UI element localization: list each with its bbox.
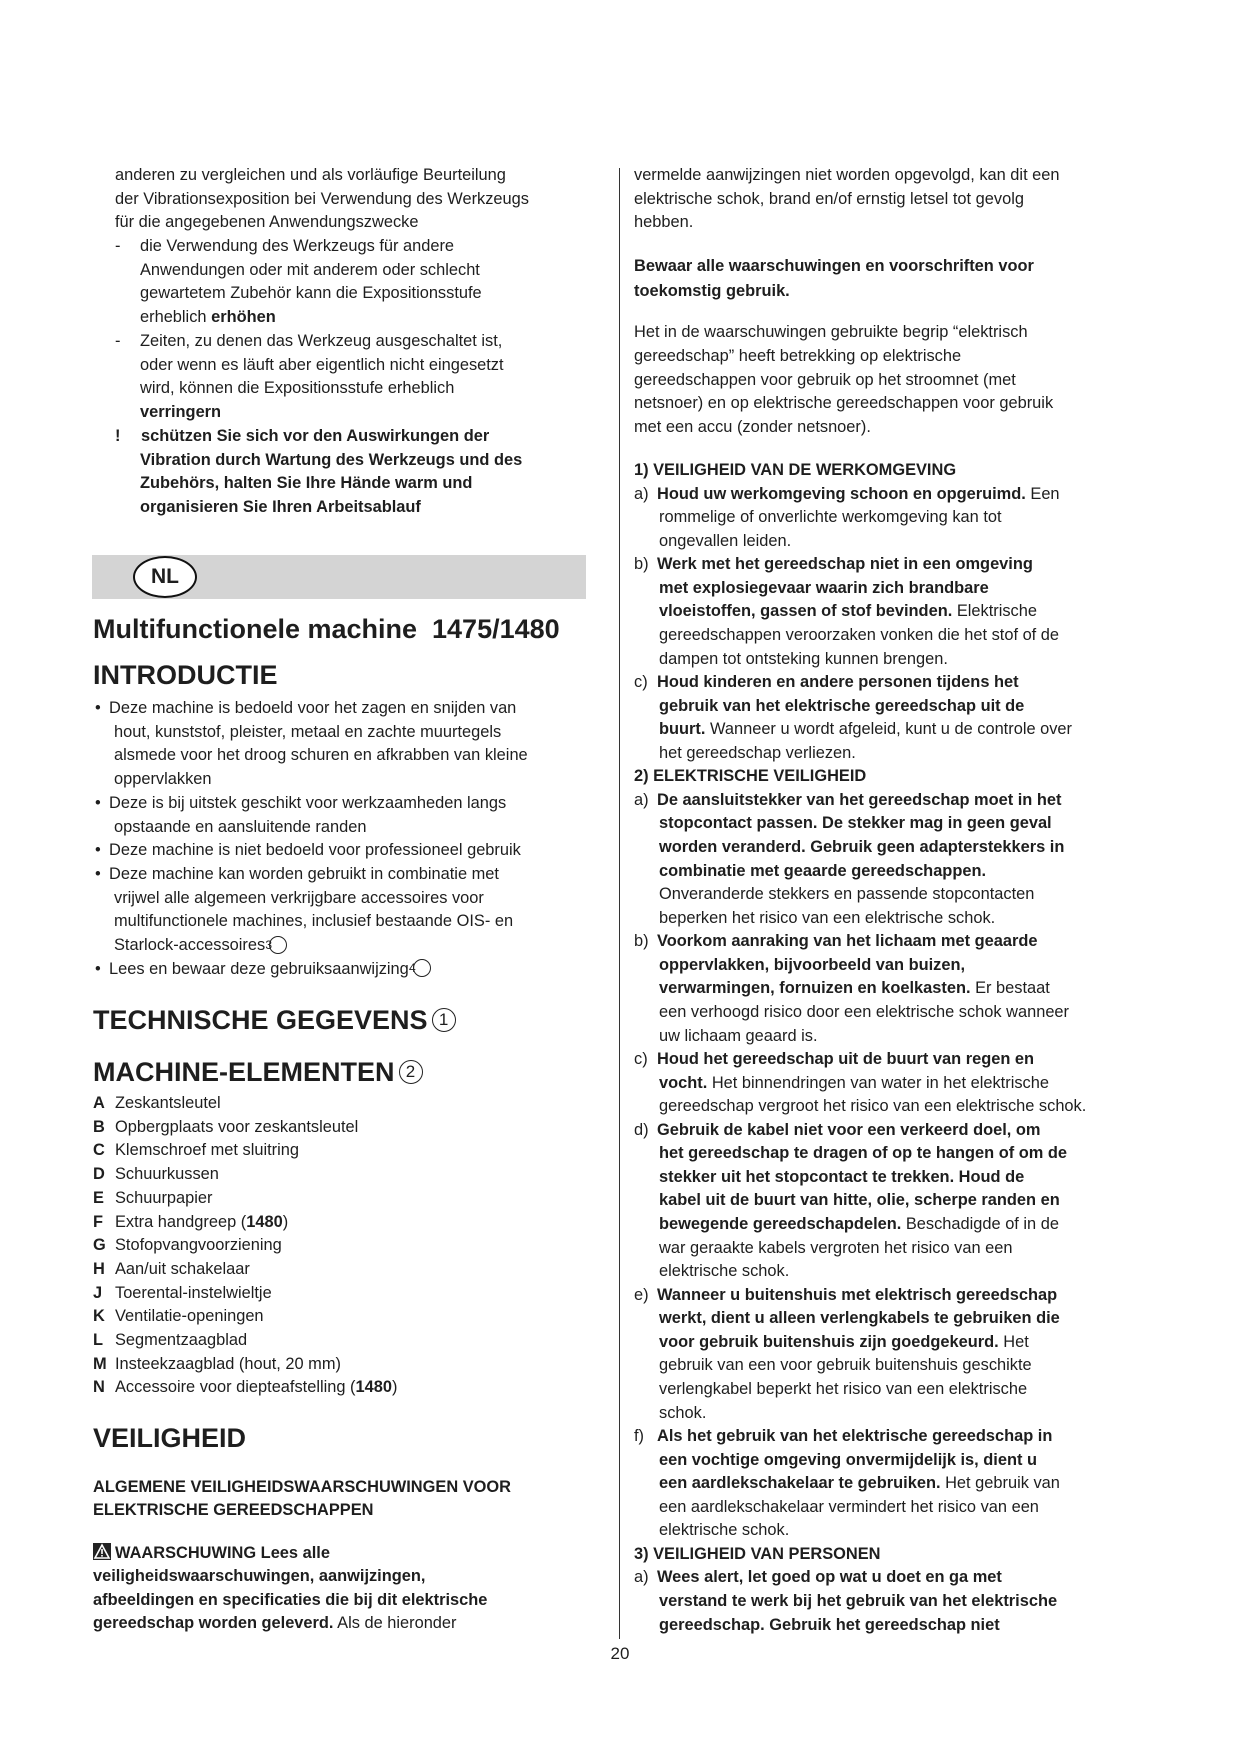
text: Wanneer u wordt afgeleid, kunt u de controle over het gereedschap verliezen.	[659, 720, 1073, 762]
safety-rule-item	[634, 1284, 1086, 1425]
bullet-icon: •	[95, 841, 101, 860]
item-label: e)	[634, 1285, 649, 1304]
bold-text: Wanneer u buitenshuis met elektrisch gereedschap werkt, dient u alleen verlengkabels te gebruiken die voor gebruik buitenshuis zijn goedgekeurd.	[657, 1285, 1060, 1351]
safety-section-heading: 3) VEILIGHEID VAN PERSONEN	[634, 1544, 881, 1563]
bold-text: Houd kinderen en andere personen tijdens het gebruik van het elektrische gereedschap uit de buurt.	[657, 673, 1025, 739]
item-label: a)	[634, 484, 649, 503]
item-label: d)	[634, 1120, 649, 1139]
element-letter: J	[93, 1283, 103, 1302]
german-dash-item	[115, 330, 504, 425]
german-vibration-paragraph	[115, 164, 529, 235]
safety-rule-item	[634, 930, 1086, 1048]
safety-rule-item	[634, 1425, 1086, 1543]
general-safety-heading: ALGEMENE VEILIGHEIDSWAARSCHUWINGEN VOOR ELEKTRISCHE GEREEDSCHAPPEN	[93, 1478, 511, 1519]
text: Het gebruik van een voor gebruik buitenshuis geschikte verlengkabel beperkt het risico van een elektrische schok.	[659, 1332, 1032, 1422]
bold-text: schützen Sie sich vor den Auswirkungen der Vibration durch Wartung des Werkzeugs und des Zubehörs, halten Sie Ihre Hände warm und organisieren Sie Ihren Arbeitsablauf	[140, 427, 523, 517]
figure-ref-4: 4	[413, 959, 431, 977]
heading-text: MACHINE-ELEMENTEN	[93, 1057, 395, 1087]
machine-elementen-heading	[93, 1056, 423, 1088]
text: Accessoire voor diepteafstelling (	[115, 1378, 356, 1397]
safety-rule-item	[634, 671, 1086, 765]
bullet-item	[95, 697, 528, 792]
text: Extra handgreep (	[115, 1212, 247, 1231]
text: Aan/uit schakelaar	[115, 1259, 250, 1278]
element-letter: D	[93, 1165, 105, 1184]
bullet-item	[95, 792, 528, 839]
safety-rule-item	[634, 789, 1086, 930]
bullet-icon: •	[95, 864, 101, 883]
bullet-icon: •	[95, 793, 101, 812]
machine-element-item	[93, 1376, 397, 1400]
introductie-heading: INTRODUCTIE	[93, 660, 278, 690]
bold-text: erhöhen	[211, 308, 276, 327]
text: Het in de waarschuwingen gebruikte begrip “elektrisch gereedschap” heeft betrekking op elektrische gereedschappen voor gebruik op het stroomnet (met netsnoer) en op elektrische gereedschappen voor gebruik met een accu (zonder netsnoer).	[634, 323, 1054, 437]
text: Zeiten, zu denen das Werkzeug ausgeschaltet ist, oder wenn es läuft aber eigentlich nicht eingesetzt wird, können die Expositionsstufe erheblich	[140, 332, 504, 398]
text: Het binnendringen van water in het elektrische gereedschap vergroot het risico van een elektrische schok.	[659, 1073, 1087, 1116]
safety-rule-item	[634, 1048, 1086, 1119]
machine-element-item	[93, 1163, 397, 1187]
element-letter: A	[93, 1094, 105, 1112]
element-letter: K	[93, 1307, 105, 1326]
text: Een rommelige of onverlichte werkomgeving kan tot ongevallen leiden.	[659, 484, 1060, 550]
safety-rule-item	[634, 1566, 1086, 1637]
bold-text: 1480	[246, 1212, 283, 1231]
item-label: b)	[634, 555, 649, 574]
bold-text: Wees alert, let goed op wat u doet en ga met verstand te werk bij het gebruik van het elektrische gereedschap. Gebruik het gereedschap niet	[657, 1568, 1058, 1634]
text: Insteekzaagblad (hout, 20 mm)	[115, 1354, 341, 1373]
bullet-text: Lees en bewaar deze gebruiksaanwijzing	[109, 959, 409, 978]
machine-element-item	[93, 1329, 397, 1353]
machine-element-item	[93, 1353, 397, 1377]
bold-text: WAARSCHUWING Lees alle veiligheidswaarschuwingen, aanwijzingen, afbeeldingen en specificaties die bij dit elektrische gereedschap worden geleverd.	[93, 1544, 488, 1633]
bullet-text: Deze is bij uitstek geschikt voor werkzaamheden langs opstaande en aansluitende randen	[109, 793, 507, 836]
safety-rule-item	[634, 1119, 1086, 1284]
bold-text: Als het gebruik van het elektrische gereedschap in een vochtige omgeving onvermijdelijk is, dient u een aardlekschakelaar te gebruiken.	[657, 1427, 1053, 1493]
text: )	[391, 1378, 398, 1397]
text: Toerental-instelwieltje	[115, 1283, 272, 1302]
bullet-item	[95, 958, 528, 982]
german-exclamation-item	[115, 425, 522, 520]
text: Opbergplaats voor zeskantsleutel	[115, 1117, 359, 1136]
item-marker: !	[115, 427, 121, 445]
element-letter: B	[93, 1117, 105, 1136]
bullet-text: Deze machine is niet bedoeld voor professioneel gebruik	[109, 841, 521, 860]
safety-rule-item	[634, 553, 1086, 671]
bold-text: Houd uw werkomgeving schoon en opgeruimd.	[657, 484, 1026, 503]
bold-text: De aansluitstekker van het gereedschap moet in het stopcontact passen. De stekker mag in geen geval worden veranderd. Gebruik geen adapterstekkers in combinatie met geaarde gereedschappen.	[657, 790, 1065, 880]
text: die Verwendung des Werkzeugs für andere Anwendungen oder mit anderem oder schlecht gewartetem Zubehör kann die Expositionsstufe erheblich	[140, 237, 482, 327]
element-letter: N	[93, 1378, 105, 1397]
element-letter: M	[93, 1354, 107, 1373]
text: Elektrische gereedschappen veroorzaken vonken die het stof of de dampen tot ontsteking kunnen brengen.	[659, 602, 1060, 668]
warning-continuation-paragraph	[634, 164, 1060, 235]
bold-text: Gebruik de kabel niet voor een verkeerd doel, om het gereedschap te dragen of op te hangen of om de stekker uit het stopcontact te trekken. Houd de kabel uit de buurt van hitte, olie, scherpe randen en bewegende gereedschapdelen.	[657, 1120, 1067, 1233]
item-label: f)	[634, 1427, 645, 1446]
machine-element-item	[93, 1234, 397, 1258]
machine-element-item	[93, 1258, 397, 1282]
bold-text: verringern	[140, 403, 222, 422]
warning-triangle-icon	[93, 1543, 111, 1560]
veiligheid-heading: VEILIGHEID	[93, 1423, 247, 1453]
bold-text: Werk met het gereedschap niet in een omgeving met explosiegevaar waarin zich brandbare vloeistoffen, gassen of stof bevinden.	[657, 555, 1033, 621]
text: Zeskantsleutel	[115, 1094, 221, 1112]
item-label: b)	[634, 932, 649, 951]
heading-text: TECHNISCHE GEGEVENS	[93, 1005, 428, 1035]
intro-bullet-list	[95, 697, 528, 981]
item-label: a)	[634, 790, 649, 809]
text: Klemschroef met sluitring	[115, 1141, 300, 1160]
figure-ref-2: 2	[399, 1060, 423, 1084]
text: Schuurpapier	[115, 1188, 213, 1207]
element-letter: C	[93, 1141, 105, 1160]
figure-ref-1: 1	[432, 1008, 456, 1032]
technische-gegevens-heading	[93, 1004, 456, 1036]
page-title: Multifunctionele machine 1475/1480	[93, 614, 560, 644]
safety-rule-item	[634, 483, 1086, 554]
safety-rules-list	[634, 459, 1086, 1637]
column-divider	[619, 168, 620, 1639]
item-marker: -	[115, 332, 121, 350]
text: Ventilatie-openingen	[115, 1307, 264, 1326]
machine-elements-list	[93, 1092, 397, 1400]
text: )	[282, 1212, 289, 1231]
bullet-item	[95, 863, 528, 958]
bold-text: Houd het gereedschap uit de buurt van regen en vocht.	[657, 1050, 1035, 1092]
item-label: c)	[634, 673, 648, 692]
bold-text: 1480	[355, 1378, 392, 1397]
bold-text: Voorkom aanraking van het lichaam met geaarde oppervlakken, bijvoorbeeld van buizen, verwarmingen, fornuizen en koelkasten.	[657, 932, 1038, 998]
warning-paragraph	[93, 1542, 487, 1636]
safety-section-heading: 2) ELEKTRISCHE VEILIGHEID	[634, 767, 867, 786]
text: anderen zu vergleichen und als vorläufige Beurteilung der Vibrationsexposition bei Verwendung des Werkzeugs für die angegebenen Anwendungszwecke	[115, 166, 529, 232]
safety-section-heading: 1) VEILIGHEID VAN DE WERKOMGEVING	[634, 461, 957, 479]
element-letter: G	[93, 1236, 106, 1255]
figure-ref-3: 3	[269, 936, 287, 954]
machine-element-item	[93, 1139, 397, 1163]
machine-element-item	[93, 1116, 397, 1140]
power-tool-definition-paragraph	[634, 321, 1053, 440]
text: Schuurkussen	[115, 1165, 219, 1184]
language-badge-nl: NL	[133, 556, 197, 598]
bullet-icon: •	[95, 959, 101, 978]
text: Er bestaat een verhoogd risico door een elektrische schok wanneer uw lichaam geaard is.	[659, 979, 1070, 1045]
text: vermelde aanwijzingen niet worden opgevolgd, kan dit een elektrische schok, brand en/of ernstig letsel tot gevolg hebben.	[634, 166, 1060, 232]
machine-element-item	[93, 1282, 397, 1306]
bullet-text: Deze machine kan worden gebruikt in combinatie met vrijwel alle algemeen verkrijgbare accessoires voor multifunctionele machines, inclusief bestaande OIS- en Starlock-accessoires	[109, 864, 514, 955]
bullet-text: Deze machine is bedoeld voor het zagen en snijden van hout, kunststof, pleister, metaal en zachte muurtegels alsmede voor het droog schuren en afkrabben van kleine oppervlakken	[109, 699, 528, 789]
keep-instructions-paragraph	[634, 254, 1034, 303]
machine-element-item	[93, 1187, 397, 1211]
text: Stofopvangvoorziening	[115, 1236, 282, 1255]
text: Segmentzaagblad	[115, 1331, 248, 1350]
machine-element-item	[93, 1305, 397, 1329]
element-letter: F	[93, 1212, 104, 1231]
bullet-item	[95, 839, 528, 863]
page-number: 20	[610, 1644, 630, 1663]
machine-element-item	[93, 1211, 397, 1235]
item-label: c)	[634, 1050, 648, 1069]
text: Het gebruik van een aardlekschakelaar vermindert het risico van een elektrische schok.	[659, 1474, 1060, 1540]
german-dash-item	[115, 235, 482, 330]
item-marker: -	[115, 237, 121, 255]
element-letter: L	[93, 1331, 104, 1350]
text: Beschadigde of in de war geraakte kabels vergroten het risico van een elektrische schok.	[659, 1215, 1059, 1281]
item-label: a)	[634, 1568, 649, 1587]
bold-text: Bewaar alle waarschuwingen en voorschriften voor toekomstig gebruik.	[634, 257, 1034, 300]
machine-element-item	[93, 1092, 397, 1116]
element-letter: H	[93, 1259, 105, 1278]
element-letter: E	[93, 1188, 104, 1207]
text: Onveranderde stekkers en passende stopcontacten beperken het risico van een elektrische schok.	[659, 885, 1035, 927]
bullet-icon: •	[95, 699, 101, 717]
text: Als de hieronder	[333, 1614, 457, 1633]
